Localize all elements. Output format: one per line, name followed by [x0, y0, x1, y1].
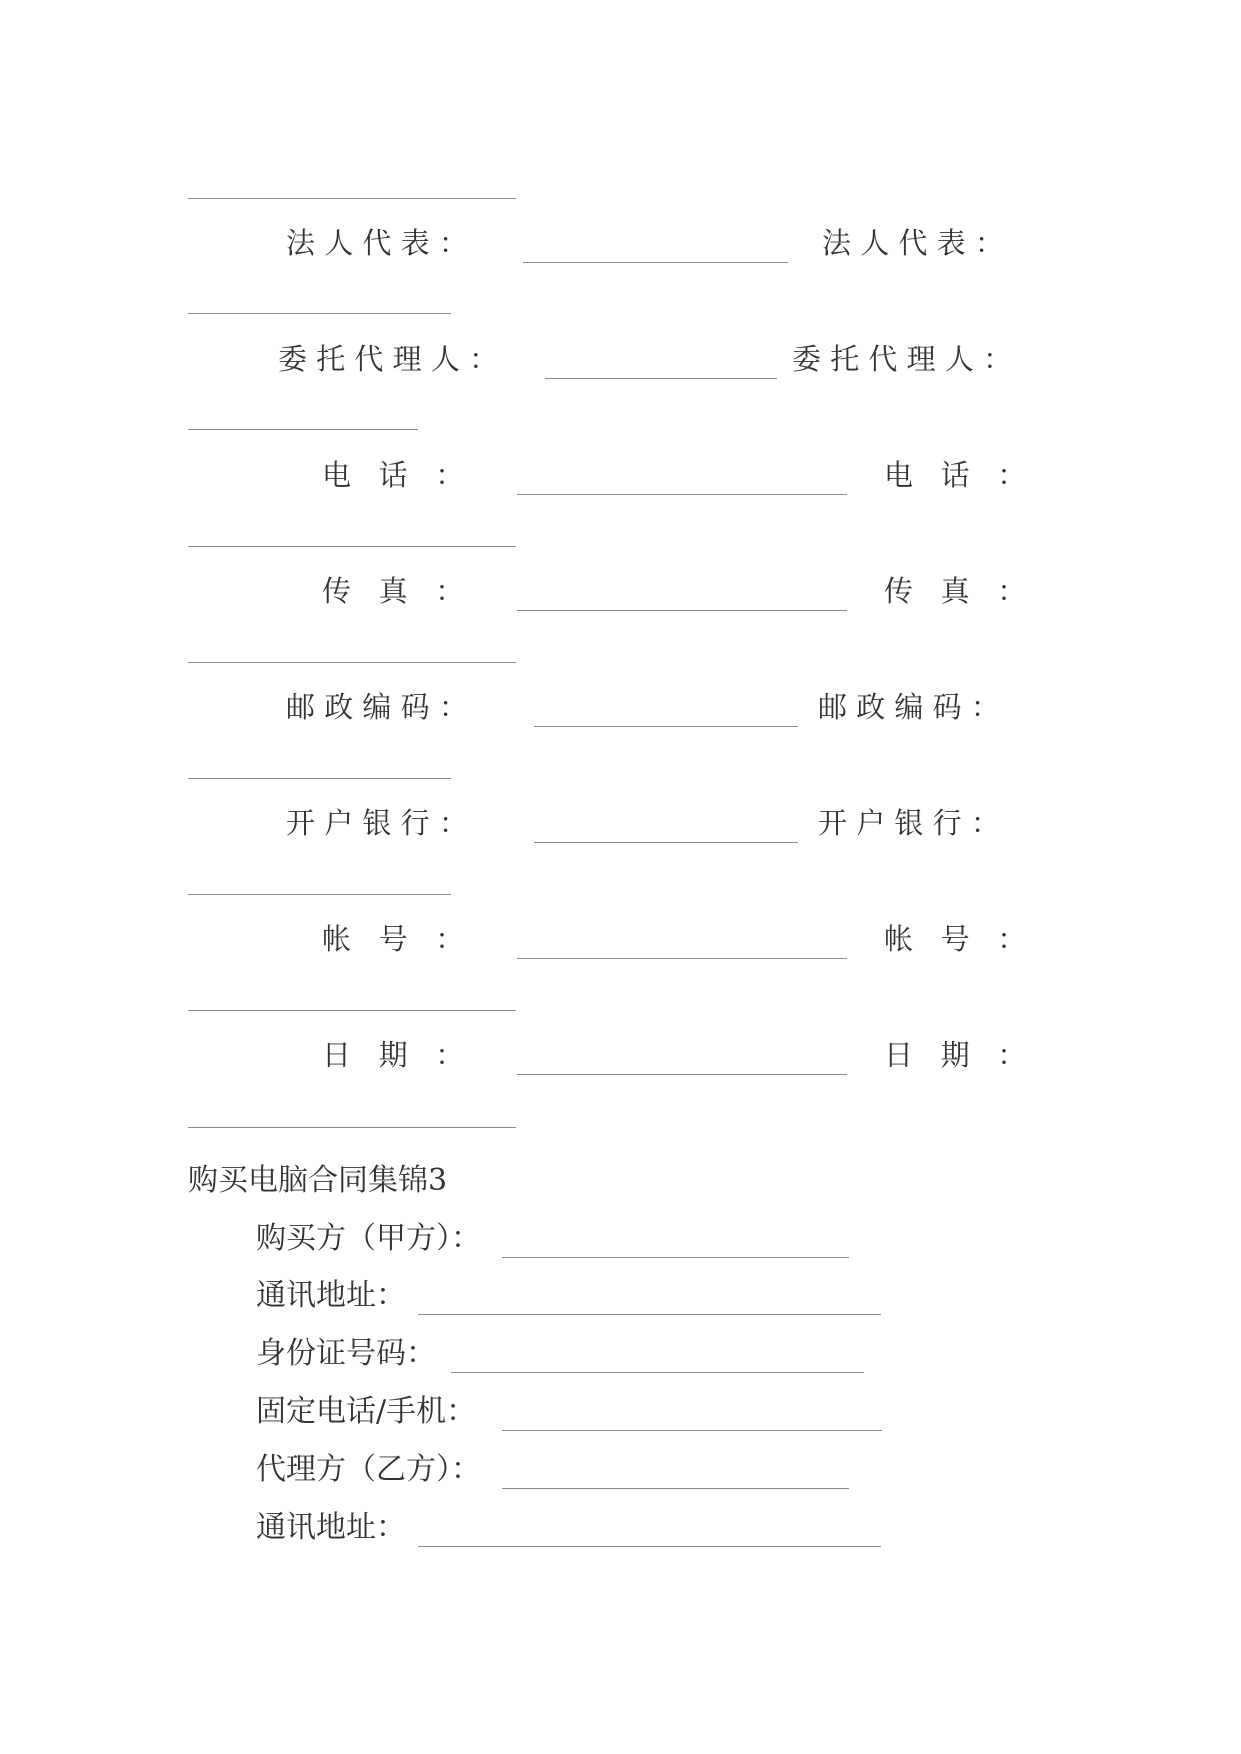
signature-row-phone [0, 452, 1241, 498]
field-agent [0, 1447, 1241, 1493]
blank-line-continuation[interactable] [188, 1010, 516, 1011]
field-blank-line[interactable] [502, 1257, 849, 1258]
label-right: 邮 政 编 码 ： [818, 690, 1000, 724]
label-left: 帐 号 ： [322, 922, 465, 956]
blank-line-continuation[interactable] [188, 429, 418, 430]
blank-line-left[interactable] [517, 494, 847, 495]
field-label: 购买方（甲方）： [256, 1221, 481, 1256]
signature-row-legal-rep [0, 220, 1241, 266]
signature-row-fax [0, 568, 1241, 614]
field-buyer [0, 1216, 1241, 1262]
label-left: 传 真 ： [322, 574, 465, 608]
blank-line-continuation[interactable] [188, 778, 451, 779]
field-id-number [0, 1331, 1241, 1377]
label-left: 电 话 ： [322, 458, 465, 492]
signature-row-date [0, 1032, 1241, 1078]
field-blank-line[interactable] [451, 1372, 864, 1373]
field-blank-line[interactable] [502, 1488, 849, 1489]
field-label: 身份证号码： [256, 1336, 436, 1371]
signature-row-account [0, 916, 1241, 962]
signature-row-agent [0, 336, 1241, 382]
label-left: 开 户 银 行 ： [286, 806, 468, 840]
blank-line-left[interactable] [545, 378, 777, 379]
blank-line-continuation[interactable] [188, 546, 516, 547]
field-label: 代理方（乙方）： [256, 1452, 481, 1487]
label-left: 日 期 ： [322, 1038, 465, 1072]
label-left: 邮 政 编 码 ： [286, 690, 468, 724]
field-address-agent [0, 1505, 1241, 1551]
field-phone [0, 1389, 1241, 1435]
label-left: 法 人 代 表 ： [286, 226, 468, 260]
label-left: 委 托 代 理 人 ： [278, 342, 499, 376]
blank-line-left[interactable] [517, 958, 847, 959]
blank-line-continuation[interactable] [188, 894, 451, 895]
field-blank-line[interactable] [418, 1314, 881, 1315]
label-right: 帐 号 ： [884, 922, 1027, 956]
field-label: 通讯地址： [256, 1510, 406, 1545]
label-right: 委 托 代 理 人 ： [792, 342, 1013, 376]
blank-line-left[interactable] [523, 262, 788, 263]
blank-line-continuation[interactable] [188, 662, 516, 663]
blank-line-left[interactable] [517, 610, 847, 611]
blank-line-left[interactable] [517, 1074, 847, 1075]
label-right: 电 话 ： [884, 458, 1027, 492]
label-right: 传 真 ： [884, 574, 1027, 608]
label-right: 日 期 ： [884, 1038, 1027, 1072]
blank-line-left[interactable] [534, 726, 798, 727]
signature-row-postcode [0, 684, 1241, 730]
label-right: 法 人 代 表 ： [822, 226, 1004, 260]
blank-line-continuation[interactable] [188, 1127, 516, 1128]
field-label: 通讯地址： [256, 1278, 406, 1313]
field-address [0, 1273, 1241, 1319]
blank-line-top[interactable] [188, 198, 516, 199]
section-title: 购买电脑合同集锦3 [188, 1163, 448, 1198]
field-label: 固定电话/手机： [256, 1394, 477, 1429]
field-blank-line[interactable] [418, 1546, 881, 1547]
label-right: 开 户 银 行 ： [818, 806, 1000, 840]
signature-row-bank [0, 800, 1241, 846]
blank-line-continuation[interactable] [188, 313, 451, 314]
field-blank-line[interactable] [502, 1430, 882, 1431]
blank-line-left[interactable] [534, 842, 798, 843]
